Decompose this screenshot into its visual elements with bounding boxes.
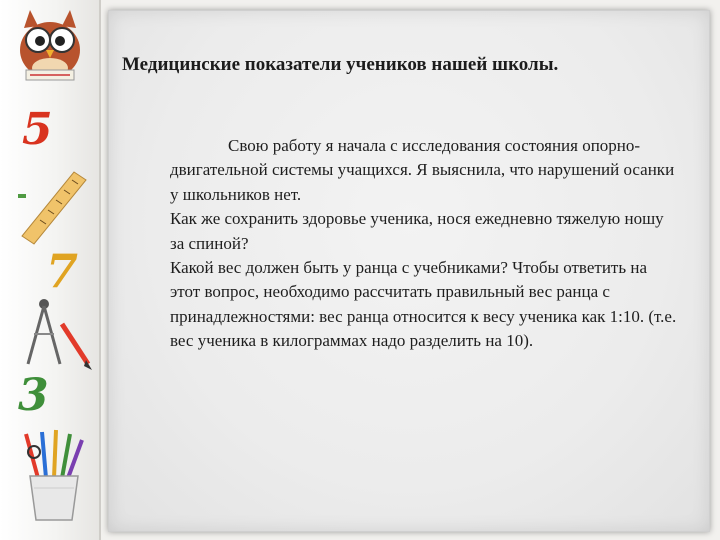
paragraph-intro: Свою работу я начала с исследования состояния опорно-двигательной системы учащихся. Я выяснила, что нарушений осанки у школьников нет. [170,136,675,204]
ruler-icon [12,168,92,248]
digit-five: 5 [22,104,53,155]
owl-icon [6,4,94,84]
digit-three: 3 [18,370,49,421]
side-divider [99,0,101,540]
paragraph-question: Как же сохранить здоровье ученика, нося ежедневно тяжелую ношу за спиной? [170,209,664,253]
slide-body [170,134,680,354]
digit-seven: 7 [46,244,79,298]
paragraph-weight: Какой вес должен быть у ранца с учебниками? Чтобы ответить на этот вопрос, необходимо рассчитать правильный вес ранца с принадлежностями: вес ранца относится к весу ученика как 1:10. (т.е. вес ученика в килограммах надо разделить на 10). [170,258,677,351]
slide-title: Медицинские показатели учеников нашей школы. [122,54,559,75]
compass-icon [14,294,94,380]
pencil-cup-icon [14,428,94,524]
